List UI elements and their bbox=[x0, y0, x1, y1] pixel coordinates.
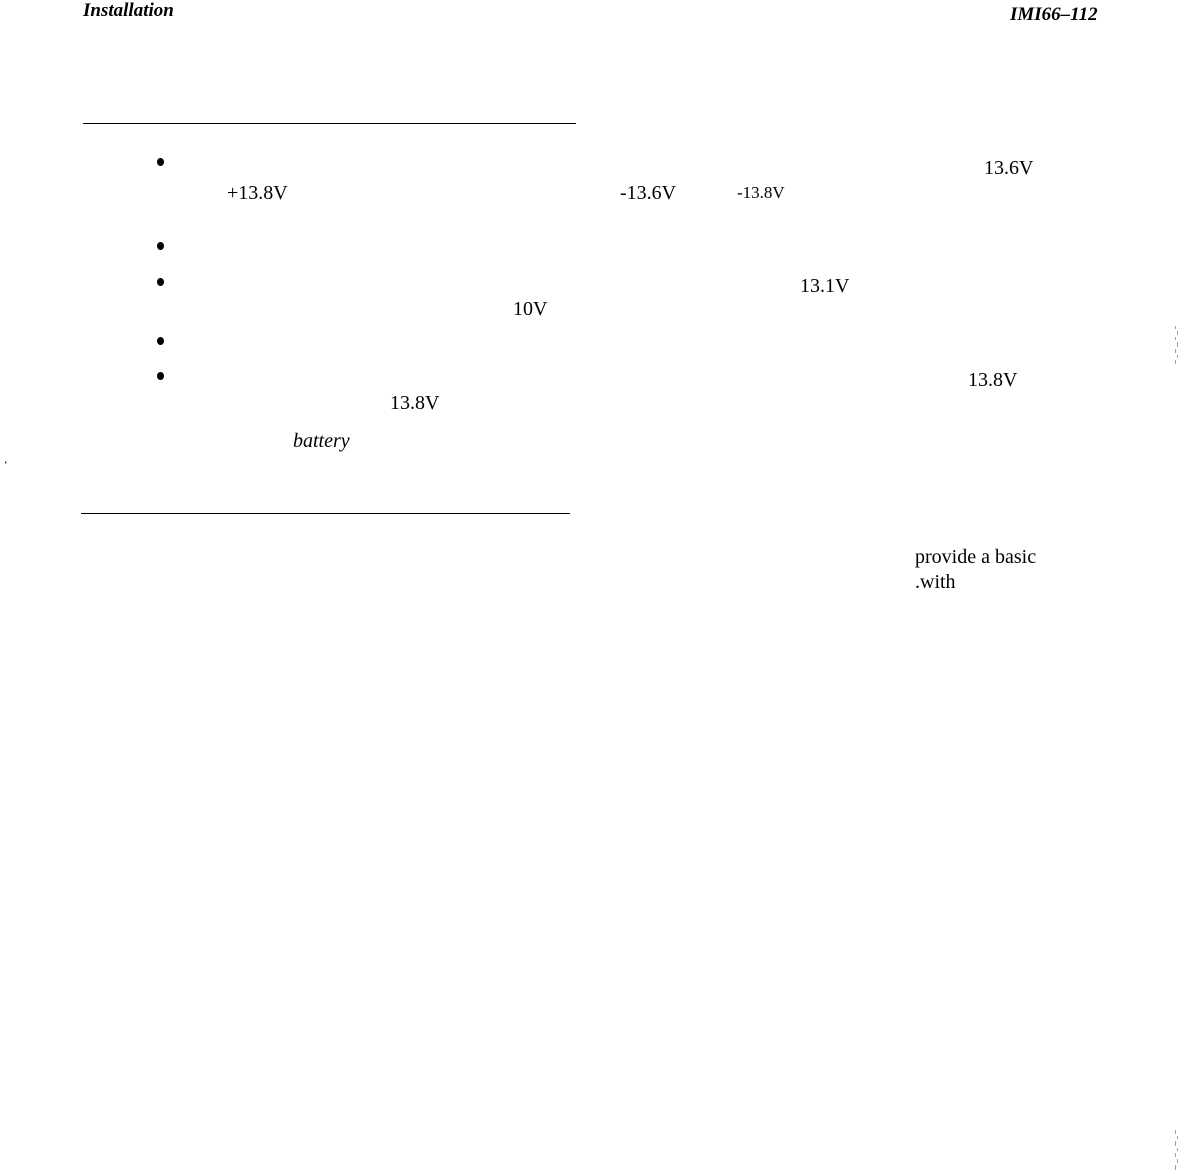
voltage-minus-13-8v: -13.8V bbox=[737, 183, 785, 202]
top-divider bbox=[83, 123, 576, 124]
header-section-title: Installation bbox=[83, 0, 174, 21]
list-bullet bbox=[157, 337, 164, 345]
voltage-10v: 10V bbox=[513, 298, 548, 320]
margin-scan-mark bbox=[1174, 326, 1180, 368]
voltage-13-6v-top: 13.6V bbox=[984, 157, 1034, 179]
battery-word: battery bbox=[293, 430, 350, 452]
voltage-plus-13-8v: +13.8V bbox=[227, 182, 288, 204]
voltage-minus-13-6v: -13.6V bbox=[620, 182, 677, 204]
list-bullet bbox=[157, 158, 164, 166]
header-document-id: IMI66–112 bbox=[1010, 4, 1098, 25]
list-bullet bbox=[157, 278, 164, 286]
list-bullet bbox=[157, 372, 164, 380]
list-bullet bbox=[157, 242, 164, 250]
margin-scan-mark bbox=[1174, 1130, 1180, 1174]
voltage-13-8v-mid: 13.8V bbox=[390, 392, 440, 414]
voltage-13-8v-right: 13.8V bbox=[968, 369, 1018, 391]
voltage-13-1v: 13.1V bbox=[800, 275, 850, 297]
scan-mark: ‘ bbox=[4, 459, 8, 471]
text-provide-a-basic: provide a basic bbox=[915, 546, 1037, 568]
text-with: .with bbox=[915, 571, 956, 593]
bottom-divider bbox=[81, 513, 570, 514]
